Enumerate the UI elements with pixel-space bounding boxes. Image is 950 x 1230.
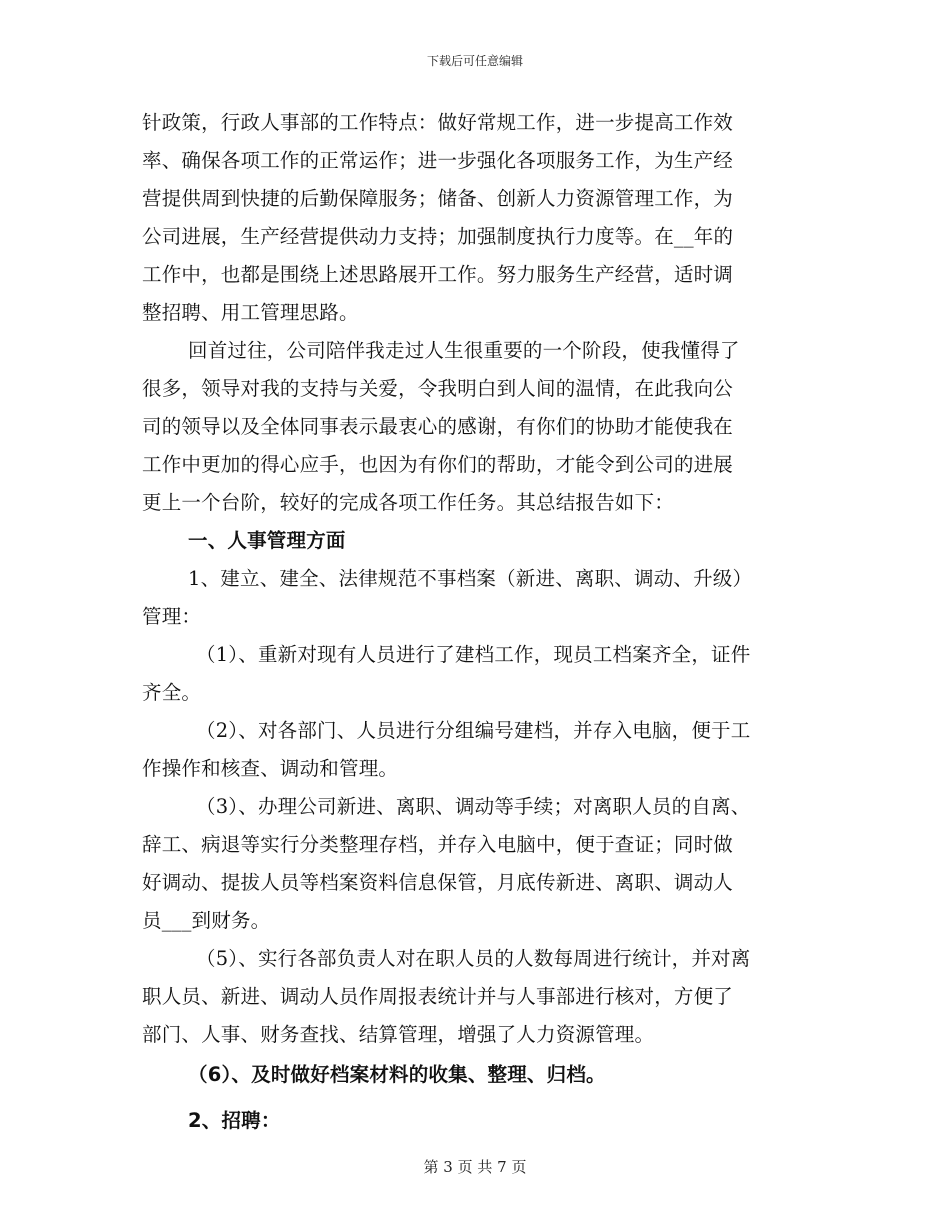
document-body (142, 104, 808, 1140)
text-line: 齐全。 (142, 681, 202, 704)
text-line: 辞工、病退等实行分类整理存档，并存入电脑中，便于查证；同时做 (142, 833, 734, 856)
text-line: 率、确保各项工作的正常运作；进一步强化各项服务工作，为生产经 (142, 149, 734, 172)
section-heading: 一、人事管理方面 (188, 529, 346, 552)
text-line: 管理： (142, 605, 202, 628)
item-1 (142, 560, 808, 636)
text-line: 职人员、新进、调动人员作周报表统计并与人事部进行核对，方便了 (142, 985, 734, 1008)
text-line: 更上一个台阶，较好的完成各项工作任务。其总结报告如下： (142, 491, 674, 514)
subitem-6: （6）、及时做好档案材料的收集、整理、归档。 (188, 1063, 606, 1086)
subitem-2 (142, 712, 808, 788)
paragraph-1 (142, 104, 808, 332)
text-line: 作操作和核查、调动和管理。 (142, 757, 399, 780)
text-line: 工作中，也都是围绕上述思路展开工作。努力服务生产经营，适时调 (142, 263, 734, 286)
text-line: 1、建立、建全、法律规范不事档案（新进、离职、调动、升级） (188, 567, 753, 590)
text-line: 部门、人事、财务查找、结算管理，增强了人力资源管理。 (142, 1023, 655, 1046)
text-line: 司的领导以及全体同事表示最衷心的感谢，有你们的协助才能使我在 (142, 415, 734, 438)
text-line: 针政策，行政人事部的工作特点：做好常规工作，进一步提高工作效 (142, 111, 734, 134)
page-footer: 第 3 页 共 7 页 (423, 1158, 527, 1176)
text-line: 好调动、提拔人员等档案资料信息保管，月底传新进、离职、调动人 (142, 871, 734, 894)
text-line: （2）、对各部门、人员进行分组编号建档，并存入电脑，便于工 (196, 719, 751, 742)
text-line: 回首过往，公司陪伴我走过人生很重要的一个阶段，使我懂得了 (188, 339, 740, 362)
text-line: 员___到财务。 (142, 909, 271, 932)
text-line: （5）、实行各部负责人对在职人员的人数每周进行统计，并对离 (196, 947, 751, 970)
text-line: 公司进展，生产经营提供动力支持；加强制度执行力度等。在__年的 (142, 225, 734, 248)
text-line: （3）、办理公司新进、离职、调动等手续；对离职人员的自离、 (196, 795, 751, 818)
text-line: 很多，领导对我的支持与关爱，令我明白到人间的温情，在此我向公 (142, 377, 734, 400)
text-line: 工作中更加的得心应手，也因为有你们的帮助，才能令到公司的进展 (142, 453, 734, 476)
text-line: 整招聘、用工管理思路。 (142, 301, 359, 324)
subitem-1 (142, 636, 808, 712)
section-heading-2: 2、招聘： (188, 1109, 281, 1132)
text-line: （1）、重新对现有人员进行了建档工作，现员工档案齐全，证件 (196, 643, 751, 666)
paragraph-2 (142, 332, 808, 522)
page-header: 下载后可任意编辑 (426, 54, 523, 68)
subitem-3 (142, 788, 808, 940)
subitem-5 (142, 940, 808, 1054)
text-line: 营提供周到快捷的后勤保障服务；储备、创新人力资源管理工作，为 (142, 187, 734, 210)
